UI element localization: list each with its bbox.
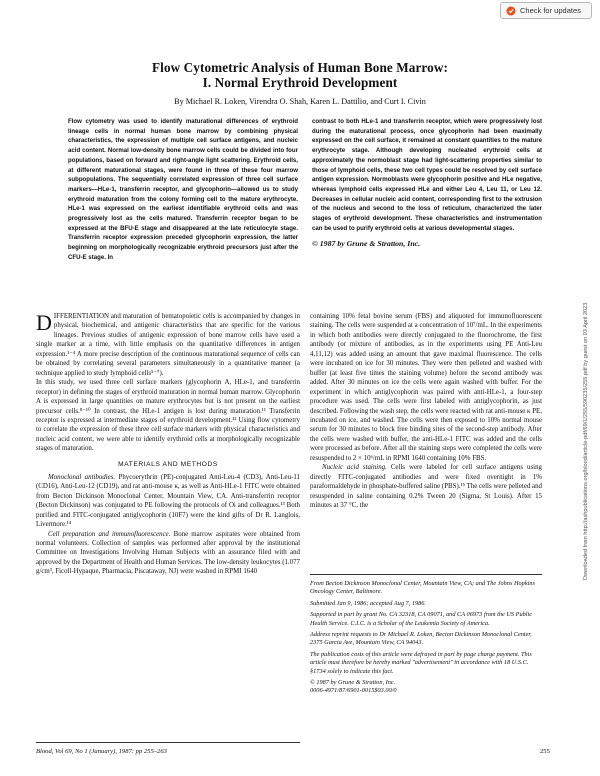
- abstract-right-column: [312, 117, 542, 248]
- nucleic-acid-runin: Nucleic acid staining.: [322, 464, 387, 472]
- article-title-line-2: I. Normal Erythroid Development: [202, 75, 398, 90]
- left-body-column: [36, 312, 300, 577]
- intro-paragraph-1: [36, 312, 300, 378]
- staining-paragraph: containing 10% fetal bovine serum (FBS) and aliquoted for immunofluorescent staining. The cells were suspended at a concentration of 10⁷/mL. In the experiments in which both antibodies were directly conjugated to the fluorochrome, the first antibody (or mixture of antibodies, as in the experiments using PE Anti-Leu 4,11,12) was added using an amount that gave maximal fluorescence. The cells were incubated on ice for 30 minutes. They were then pelleted and washed with buffer (at least five times the staining volume) before the second antibody was added. After 30 minutes on ice the cells were again washed with buffer. For the experiment in which antiglycophorin was paired with anti-HLe-1, a four-step procedure was used. The cells were first labeled with antiglycophorin, as just described. Following the wash step, the cells were reacted with rat anti-mouse κ PE, incubated on ice, and washed. The cells were then exposed to 10% normal mouse serum for 30 minutes to block free binding sites of the second-step antibody. After the cells were washed with buffer, the anti-HLe-1 FITC was added and the cells were processed as before. After all the staining steps were completed the cells were resuspended to 2 × 10⁶/mL in RPMI 1640 containing 10% FBS.: [310, 313, 542, 462]
- abstract-left-column: [68, 117, 298, 263]
- footnote-affiliation: From Becton Dickinson Monoclonal Center, Mountain View, CA; and The Johns Hopkins Oncology Center, Baltimore.: [310, 580, 535, 596]
- footer-divider: [36, 742, 300, 743]
- methods-cell-prep-text: Bone marrow aspirates were obtained from normal volunteers. Collection of samples was performed after approval by the institutional Committee on Investigations Involving Human Subjects with an assurance filed with and approved by the Department of Health and Human Services. The low-density leukocytes (1.077 g/cm³, Ficoll-Hypaque, Pharmacia, Piscataway, NJ) were washed in RPMI 1640: [36, 530, 300, 576]
- abstract-text-left: Flow cytometry was used to identify maturational differences of erythroid lineage cells in normal human bone marrow by combining physical characteristics, the expression of multiple cell surface antigens, and nucleic acid content. Normal low-density bone marrow cells could be divided into four populations, based on forward and right-angle light scattering. Erythroid cells, at different maturational stages, were found in three of these four marrow subpopulations. The sequentially correlated expression of three cell surface markers—HLe-1, transferrin receptor, and glycophorin—allowed us to study erythroid maturation from the colony forming cell to the mature erythrocyte. HLe-1 was expressed on the earliest identifiable erythroid cells and was progressively lost as the cells matured. Transferrin receptor began to be expressed at the BFU-E stage and disappeared at the late reticulocyte stage. Transferrin receptor expression preceded glycophorin expression, the latter beginning on morphologically recognizable erythroid precursors just after the CFU-E stage. In: [68, 118, 298, 261]
- footnote-support: Supported in part by grant No. CA 32318, CA 09071, and CA 06973 from the US Public Health Service. C.I.C. is a Scholar of the Leukemia Society of America.: [310, 611, 533, 627]
- abstract-copyright: © 1987 by Grune & Stratton, Inc.: [312, 239, 421, 249]
- footnote-issn: 0006-4971/87/6901-0015$03.00/0: [310, 687, 397, 695]
- check-for-updates-label: Check for updates: [520, 6, 581, 15]
- journal-citation: Blood, Vol 69, No 1 (January), 1987: pp 255–263: [36, 748, 167, 755]
- right-body-column: [310, 312, 542, 511]
- author-list: By Michael R. Loken, Virendra O. Shah, Karen L. Dattilio, and Curt I. Civin: [174, 97, 426, 106]
- materials-methods-heading: MATERIALS AND METHODS: [118, 460, 218, 468]
- abstract-text-right: contrast to both HLe-1 and transferrin receptor, which were progressively lost during the maturational process, once glycophorin had been maximally expressed on the cell surface, it remained at constant quantities to the mature erythrocyte stage. Although developing nucleated erythroid cells at approximately the normoblast stage had light-scattering properties similar to those of lymphoid cells, these two cell types could be resolved by cell surface antigen expression. Normoblasts were glycophorin positive and HLe negative, whereas lymphoid cells expressed HLe and either Leu 4, Leu 11, or Leu 12. Decreases in cellular nucleic acid content, corresponding first to the extrusion of the nucleus and second to the loss of reticulum, characterized the later stages of erythroid development. These characteristics and instrumentation can be used to purify erythroid cells at various developmental stages.: [312, 118, 542, 232]
- methods-antibodies-paragraph: [36, 473, 300, 530]
- footnote-divider: [310, 574, 542, 575]
- methods-antibodies-text: Phycoerythrin (PE)-conjugated Anti-Leu-4 (CD3), Anti-Leu-11 (CD16), Anti-Leu-12 (CD19), and rat anti-mouse κ, as well as Anti-HLe-1 FITC were obtained from Becton Dickinson Monoclonal Center, Mountain View, CA. Anti-transferrin receptor (Becton Dickinson) was conjugated to PE following the protocols of Oi and colleagues.¹³ Both purified and FITC-conjugated antiglycophorin (10F7) were the kind gifts of Dr R. Langlois, Livermore.¹⁴: [36, 473, 300, 529]
- footnote-charges: The publication costs of this article were defrayed in part by page charge payment. This article must therefore be hereby marked "advertisement" in accordance with 18 U.S.C. §1734 solely to indicate this fact.: [310, 650, 532, 675]
- footnote-reprints: Address reprint requests to Dr Michael R. Loken, Becton Dickinson Monoclonal Center, 2375 Garcia Ave, Mountain View, CA 94043.: [310, 631, 532, 647]
- footnote-submitted: Submitted Jan 9, 1986; accepted Aug 7, 1986.: [310, 599, 427, 607]
- methods-cell-prep-runin: Cell preparation and immunofluorescence.: [48, 530, 171, 538]
- check-for-updates-icon: [506, 6, 516, 16]
- page-number: 255: [540, 748, 550, 755]
- drop-cap: D: [36, 310, 52, 335]
- download-watermark: Downloaded from http://ashpublications.org/blood/article-pdf/69/1/255/590235/255.pdf by guest on 03 April 2023: [583, 302, 589, 580]
- footnote-copyright: © 1987 by Grune & Stratton, Inc.: [310, 679, 396, 687]
- methods-cell-prep-paragraph: [36, 530, 300, 577]
- nucleic-acid-paragraph: [310, 463, 542, 510]
- footnote-copyright-block: [310, 679, 542, 696]
- check-for-updates-badge[interactable]: [500, 2, 592, 19]
- intro-paragraph-2: In this study, we used three cell surface markers (glycophorin A, HLe-1, and transferrin receptor) in defining the stages of erythroid maturation in normal human marrow. Glycophorin A is expressed in large quantities on mature erythrocytes but is not present on the earliest precursor cells.⁸⁻¹⁰ In contrast, the HLe-1 antigen is lost during maturation.¹¹ Transferrin receptor is expressed at intermediate stages of erythroid development.¹² Using flow cytometry to correlate the expression of these three cell surface markers with physical characteristics and nucleic acid content, we were able to identify erythroid cells at morphologically recognizable stages of maturation.: [36, 379, 300, 453]
- intro-paragraph-1-text: IFFERENTIATION and maturation of hematopoietic cells is accompanied by changes in physical, biochemical, and antigenic characteristics that are specific for the various lineages. Previous studies of antigenic expression of bone marrow cells have used a single marker at a time, with little emphasis on the quantitative differences in antigen expression.¹⁻⁴ A more precise description of the continuous maturational sequence of cells can be obtained by correlating several parameters simultaneously in a quantitative manner (a technique applied to study lymphoid cells⁵⁻⁷).: [36, 313, 300, 377]
- methods-antibodies-runin: Monoclonal antibodies.: [48, 473, 116, 481]
- nucleic-acid-text: Cells were labeled for cell surface antigens using directly FITC-conjugated antibodies and were fixed overnight in 1% paraformaldehyde in phosphate-buffered saline (PBS).¹⁵ The cells were pelleted and resuspended in saline containing 0.2% Tween 20 (Sigma, St Louis). After 15 minutes at 37 °C, the: [310, 464, 542, 510]
- footnotes: [310, 574, 542, 699]
- article-title-line-1: Flow Cytometric Analysis of Human Bone Marrow:: [152, 60, 448, 75]
